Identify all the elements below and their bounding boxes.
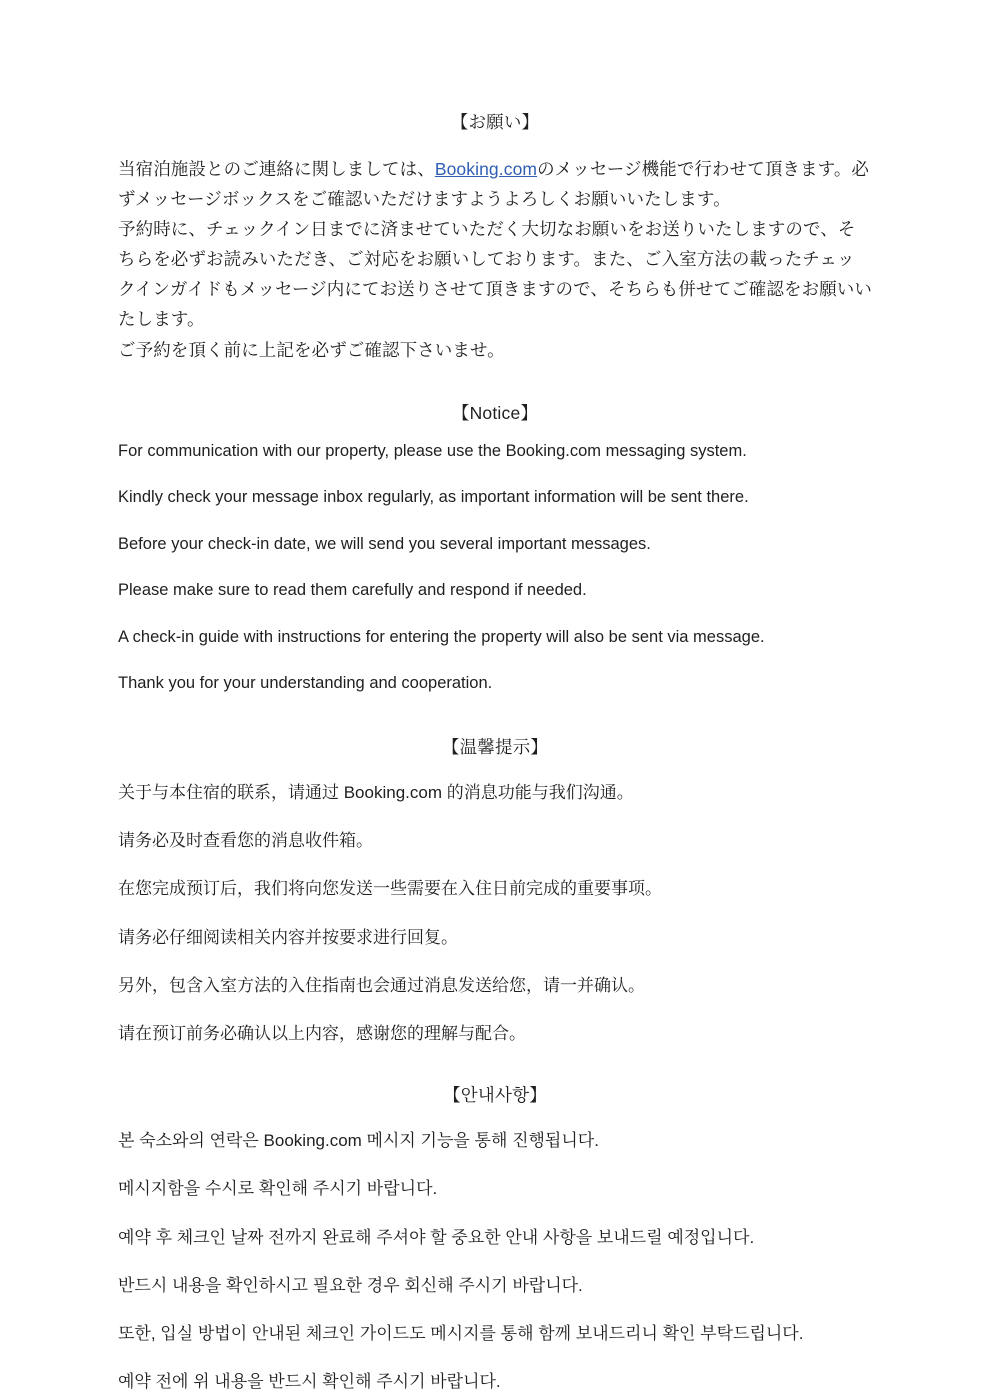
section-japanese (118, 108, 872, 365)
paragraph-english-5: A check-in guide with instructions for entering the property will also be sent via message. (118, 627, 765, 646)
paragraph-chinese-2: 请务必及时查看您的消息收件箱。 (118, 831, 373, 851)
paragraph-japanese-1-post: のメッセージ機能で行わせて頂きます。必ずメッセージボックスをご確認いただけますようよろしくお願いいたします。 (118, 159, 870, 210)
paragraph-japanese-2: 予約時に、チェックイン日までに済ませていただく大切なお願いをお送りいたしますので、そちらを必ずお読みいただき、ご対応をお願いしております。また、ご入室方法の載ったチェックインガイドもメッセージ内にてお送りさせて頂きますので、そちらも併せてご確認をお願いいたします。 (118, 219, 872, 330)
paragraph-chinese-3: 在您完成预订后，我们将向您发送一些需要在入住日前完成的重要事项。 (118, 879, 662, 899)
paragraph-korean-4: 반드시 내용을 확인하시고 필요한 경우 회신해 주시기 바랍니다. (118, 1275, 583, 1295)
paragraph-chinese-5: 另外，包含入室方法的入住指南也会通过消息发送给您，请一并确认。 (118, 975, 645, 995)
paragraph-chinese-4: 请务必仔细阅读相关内容并按要求进行回复。 (118, 927, 458, 947)
section-korean (118, 1081, 872, 1395)
paragraph-chinese-1: 关于与本住宿的联系，请通过 Booking.com 的消息功能与我们沟通。 (118, 783, 634, 803)
section-english (118, 399, 872, 697)
heading-japanese: 【お願い】 (450, 112, 540, 132)
heading-english: 【Notice】 (451, 402, 539, 423)
paragraph-japanese-1 (118, 154, 872, 214)
paragraph-english-1: For communication with our property, please use the Booking.com messaging system. (118, 441, 747, 460)
paragraph-korean-1: 본 숙소와의 연락은 Booking.com 메시지 기능을 통해 진행됩니다. (118, 1131, 599, 1151)
paragraph-english-4: Please make sure to read them carefully and respond if needed. (118, 581, 587, 600)
section-chinese (118, 733, 872, 1047)
paragraph-japanese-3: ご予約を頂く前に上記を必ずご確認下さいませ。 (118, 339, 505, 360)
paragraph-korean-3: 예약 후 체크인 날짜 전까지 완료해 주셔야 할 중요한 안내 사항을 보내드릴 예정입니다. (118, 1227, 755, 1247)
paragraph-korean-2: 메시지함을 수시로 확인해 주시기 바랍니다. (118, 1179, 438, 1199)
booking-com-link[interactable]: Booking.com (434, 159, 538, 179)
heading-korean: 【안내사항】 (443, 1085, 547, 1106)
paragraph-english-2: Kindly check your message inbox regularly, as important information will be sent there. (118, 488, 749, 507)
paragraph-chinese-6: 请在预订前务必确认以上内容，感谢您的理解与配合。 (118, 1023, 526, 1043)
paragraph-english-6: Thank you for your understanding and cooperation. (118, 674, 493, 693)
paragraph-korean-6: 예약 전에 위 내용을 반드시 확인해 주시기 바랍니다. (118, 1372, 501, 1392)
paragraph-korean-5: 또한, 입실 방법이 안내된 체크인 가이드도 메시지를 통해 함께 보내드리니 확인 부탁드립니다. (118, 1323, 804, 1343)
heading-chinese: 【温馨提示】 (441, 737, 549, 758)
paragraph-japanese-1-pre: 当宿泊施設とのご連絡に関しましては、 (118, 159, 435, 179)
paragraph-english-3: Before your check-in date, we will send you several important messages. (118, 534, 651, 553)
